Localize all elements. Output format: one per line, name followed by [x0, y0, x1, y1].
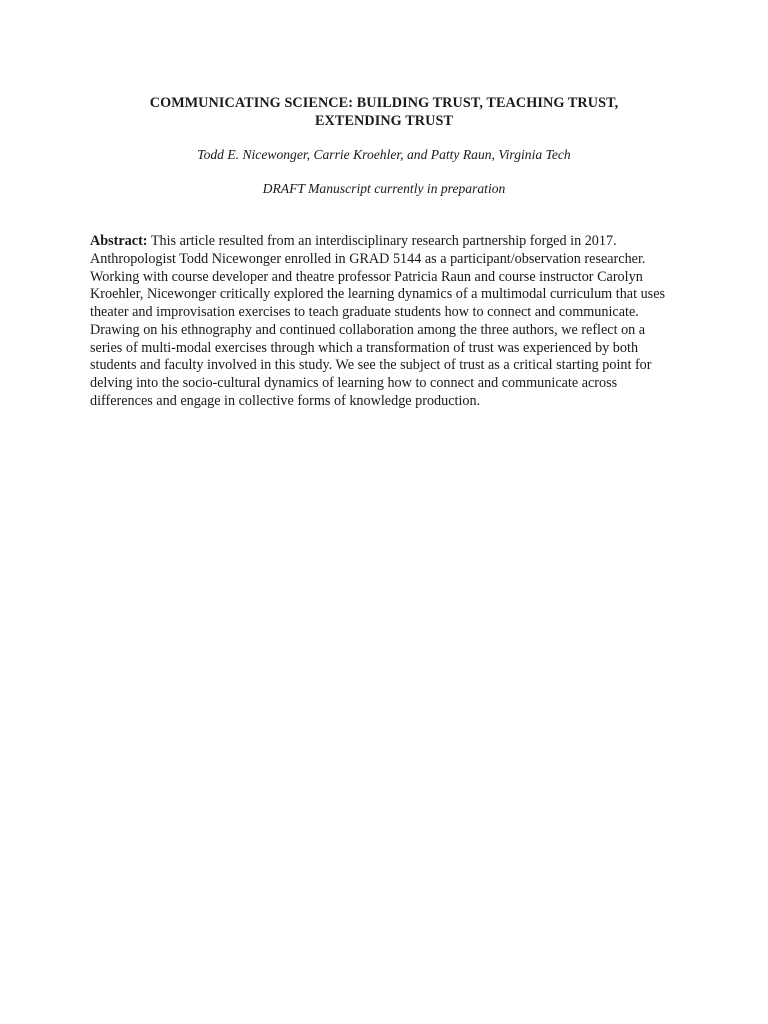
- draft-note: DRAFT Manuscript currently in preparation: [262, 181, 506, 196]
- author-line: Todd E. Nicewonger, Carrie Kroehler, and Patty Raun, Virginia Tech: [197, 147, 571, 162]
- abstract-label: Abstract:: [90, 233, 148, 249]
- abstract-text: This article resulted from an interdisciplinary research partnership forged in 2017. Anthropologist Todd Nicewonger enrolled in GRAD 5144 as a participant/observation researcher. Working with course developer and theatre professor Patricia Raun and course instructor Carolyn Kroehler, Nicewonger critically explored the learning dynamics of a multimodal curriculum that uses theater and improvisation exercises to teach graduate students how to connect and communicate. Drawing on his ethnography and continued collaboration among the three authors, we reflect on a series of multi-modal exercises through which a transformation of trust was experienced by both students and faculty involved in this study. We see the subject of trust as a critical starting point for delving into the socio-cultural dynamics of learning how to connect and communicate across differences and engage in collective forms of knowledge production.: [90, 233, 666, 409]
- page-title: [90, 94, 678, 130]
- title-line-2: EXTENDING TRUST: [314, 113, 454, 129]
- title-line-1: COMMUNICATING SCIENCE: BUILDING TRUST, TEACHING TRUST,: [149, 95, 619, 111]
- abstract-paragraph: [90, 233, 674, 411]
